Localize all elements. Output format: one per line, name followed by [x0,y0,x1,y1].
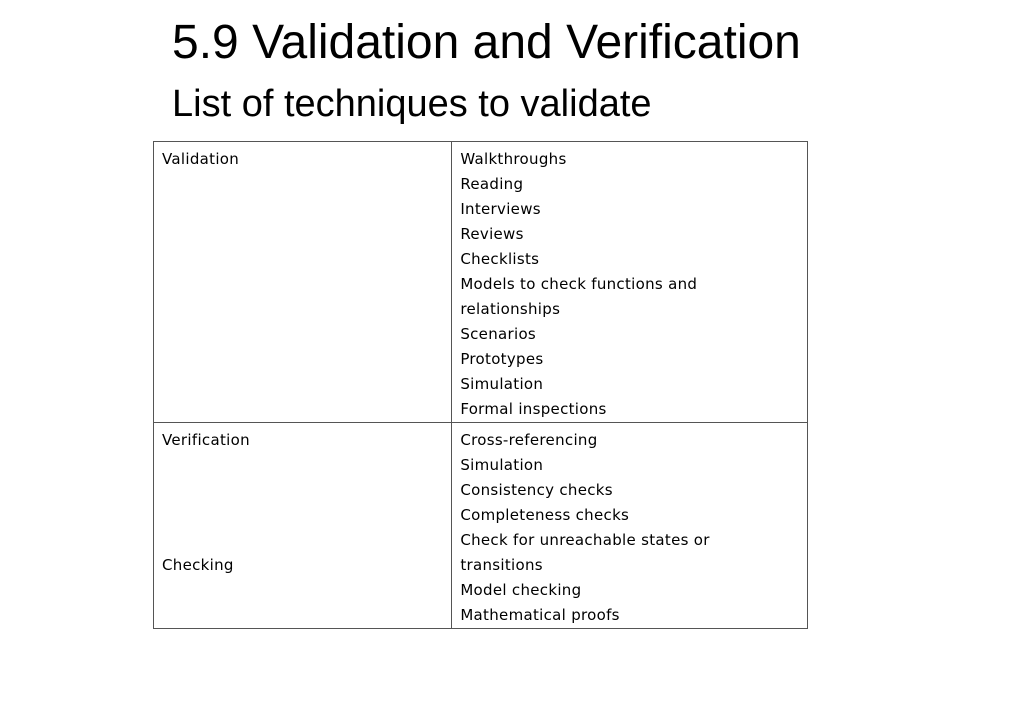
technique-item: Interviews [460,200,541,218]
technique-item: Consistency checks [460,481,613,499]
techniques-table [153,141,808,629]
technique-item: Checklists [460,250,540,268]
technique-item: Prototypes [460,350,544,368]
technique-item: Mathematical proofs [460,606,620,624]
technique-item: Simulation [460,456,544,474]
technique-item: Models to check functions and [460,275,698,293]
slide-title: 5.9 Validation and Verification [172,16,801,69]
category-cell [154,142,452,423]
techniques-cell [452,423,808,629]
techniques-cell [452,142,808,423]
technique-item: Simulation [460,375,544,393]
technique-item: Model checking [460,581,582,599]
technique-item: Walkthroughs [460,150,567,168]
technique-item: Scenarios [460,325,537,343]
slide-subtitle: List of techniques to validate [172,83,652,125]
technique-item: Reviews [460,225,524,243]
category-label-checking: Checking [162,556,234,574]
table-row-validation [154,142,808,423]
table-row-verification [154,423,808,629]
technique-item: Reading [460,175,524,193]
technique-item: transitions [460,556,543,574]
technique-item: Cross-referencing [460,431,598,449]
technique-item: Completeness checks [460,506,630,524]
technique-item: Check for unreachable states or [460,531,710,549]
category-label-verification: Verification [162,431,250,449]
technique-item: relationships [460,300,561,318]
technique-item: Formal inspections [460,400,607,418]
category-label-validation: Validation [162,150,240,168]
category-cell [154,423,452,629]
